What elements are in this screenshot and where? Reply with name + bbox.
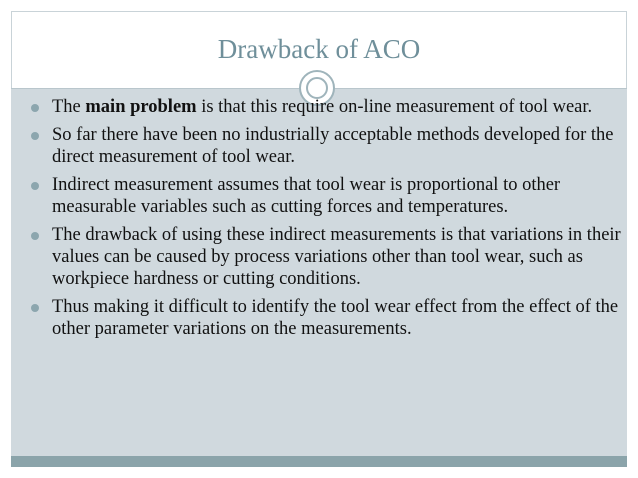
- bullet-text: Thus making it difficult to identify the tool wear effect from the effect of the other parameter variations on the measurements.: [52, 297, 619, 339]
- bullet-text: The drawback of using these indirect measurements is that variations in their values can be caused by process variations other than tool wear, such as workpiece hardness or cutting conditions.: [52, 225, 621, 289]
- bullet-dot-icon: [31, 232, 39, 240]
- bullet-text-suffix: is that this require on-line measurement of tool wear.: [196, 97, 593, 117]
- bullet-item-4: [30, 224, 622, 290]
- bullet-item-1: [30, 96, 622, 118]
- bullet-text-prefix: The: [52, 97, 86, 117]
- bullet-text: Indirect measurement assumes that tool wear is proportional to other measurable variables such as cutting forces and temperatures.: [52, 175, 561, 217]
- bullet-dot-icon: [31, 104, 39, 112]
- bullet-text: So far there have been no industrially acceptable methods developed for the direct measurement of tool wear.: [52, 125, 614, 167]
- footer-bar: [11, 456, 627, 467]
- bullet-item-3: [30, 174, 622, 218]
- bullet-dot-icon: [31, 132, 39, 140]
- slide-title: Drawback of ACO: [217, 34, 421, 64]
- bullet-dot-icon: [31, 304, 39, 312]
- bullet-list: [30, 96, 622, 346]
- bullet-item-2: [30, 124, 622, 168]
- bullet-emphasis: main problem: [85, 97, 197, 117]
- bullet-dot-icon: [31, 182, 39, 190]
- bullet-item-5: [30, 296, 622, 340]
